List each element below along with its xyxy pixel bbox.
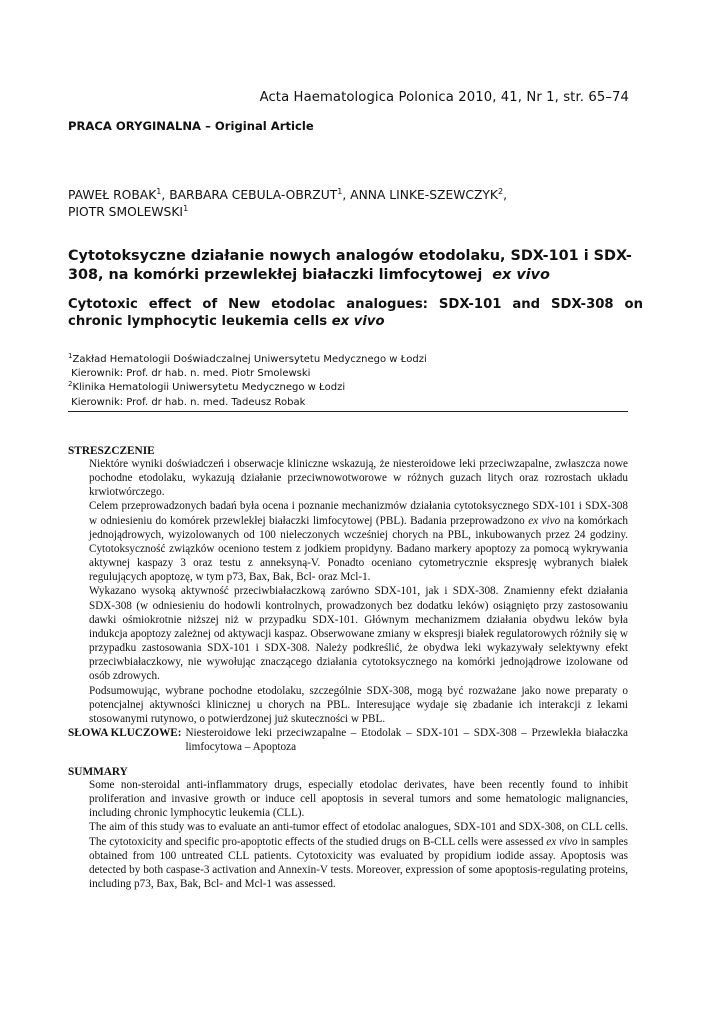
author-affiliation-mark: 1 xyxy=(337,187,343,196)
affiliations xyxy=(68,353,628,410)
summary-paragraph: The aim of this study was to evaluate an anti-tumor effect of etodolac analogues, SDX-101 and SDX-308, on CLL cells. The cytotoxicity and specific pro-apoptotic effects of the studied drugs on B-CLL cells were assessed ex vivo in samples obtained from 100 untreated CLL patients. Cytotoxicity was evaluated by propidium iodide assay. Apoptosis was detected by both caspase-3 activation and Annexin-V tests. Moreover, expression of some apoptosis-regulating proteins, including p73, Bax, Bak, Bcl- and Mcl-1 was assessed. xyxy=(89,821,628,891)
title-english-italic: ex vivo xyxy=(331,314,385,329)
affiliation-text: Zakład Hematologii Doświadczalnej Uniwersytetu Medycznego w Łodzi xyxy=(72,354,427,365)
affiliation-text: Klinika Hematologii Uniwersytetu Medycznego w Łodzi xyxy=(72,382,346,394)
header-divider xyxy=(68,411,628,412)
summary-heading: SUMMARY xyxy=(68,766,128,778)
streszczenie-heading: STRESZCZENIE xyxy=(68,445,155,457)
author-name: PIOTR SMOLEWSKI xyxy=(68,205,184,219)
keywords-row xyxy=(68,726,628,754)
title-english-main: Cytotoxic effect of New etodolac analogues: SDX-101 and SDX-308 on chronic lymphocytic leukemia cells xyxy=(68,297,643,329)
author-name: BARBARA CEBULA-OBRZUT xyxy=(169,188,338,202)
authors-list: PAWEŁ ROBAK$^1$, BARBARA CEBULA-OBRZUT$^1$, ANNA LINKE-SZEWCZYK$^2$, PIOTR SMOLEWSKI$^1$ xyxy=(68,187,508,219)
author-name: PAWEŁ ROBAK xyxy=(68,188,157,202)
keywords-label: SŁOWA KLUCZOWE: xyxy=(68,726,182,739)
summary-section xyxy=(68,766,628,891)
streszczenie-section xyxy=(68,445,628,754)
streszczenie-paragraph: Celem przeprowadzonych badań była ocena i poznanie mechanizmów działania cytotoksycznego SDX-101 i SDX-308 w odniesieniu do komórek przewlekłej białaczki limfocytowej (PBL). Badania przeprowadzono ex vivo na komórkach jednojądrowych, wyizolowanych od 100 nieleczonych wcześniej chorych na PBL, inkubowanych przez 24 godziny. Cytotoksyczność związków oceniono testem z jodkiem propidyny. Badano markery apoptozy za pomocą wykrywania aktywnej kaspazy 3 oraz testu z anneksyną-V. Ponadto oceniano cytometrycznie ekspresję wybranych białek regulujących apoptozę, w tym p73, Bax, Bak, Bcl- oraz Mcl-1. xyxy=(89,500,629,584)
affiliation-line xyxy=(68,396,628,410)
article-type-label: PRACA ORYGINALNA – Original Article xyxy=(68,119,314,133)
author-affiliation-mark: 1 xyxy=(156,187,162,196)
author-name: ANNA LINKE-SZEWCZYK xyxy=(350,188,498,202)
affiliation-line xyxy=(68,353,628,367)
title-english xyxy=(68,296,643,330)
author-affiliation-mark: 1 xyxy=(183,204,189,213)
affiliation-line xyxy=(68,381,628,395)
affiliation-text: Kierownik: Prof. dr hab. n. med. Piotr Smolewski xyxy=(68,368,311,380)
streszczenie-paragraph: Wykazano wysoką aktywność przeciwbiałaczkową zarówno SDX-101, jak i SDX-308. Znamienny efekt działania SDX-308 (w odniesieniu do hodowli kontrolnych, prowadzonych bez dodatku leków) osiągnięto przy zastosowaniu dawki ośmiokrotnie niższej niż w przypadku SDX-101. Głównym mechanizmem działania obydwu leków była indukcja apoptozy zależnej od aktywacji kaspaz. Obserwowane zmiany w ekspresji białek regulatorowych różniły się w przypadku zastosowania SDX-101 i SDX-308. Należy podkreślić, że obydwa leki wykazywały selektywny efekt przeciwbiałaczkowy, nie wywołując znaczącego działania cytotoksycznego na komórki jednojądrowe izolowane od osób zdrowych. xyxy=(89,585,628,683)
affiliation-mark: 2 xyxy=(68,380,73,389)
title-polish-main: Cytotoksyczne działanie nowych analogów etodolaku, SDX-101 i SDX-308, na komórki przewlekłej białaczki limfocytowej xyxy=(68,248,632,283)
affiliation-mark: 1 xyxy=(68,352,73,360)
title-polish-italic: ex vivo xyxy=(492,267,550,283)
journal-reference: Acta Haematologica Polonica 2010, 41, Nr 1, str. 65–74 xyxy=(259,90,629,105)
summary-paragraph: Some non-steroidal anti-inflammatory drugs, especially etodolac derivates, have been recently found to inhibit proliferation and invasive growth or induce cell apoptosis in several tumors and some hematologic malignancies, including chronic lymphocytic leukemia (CLL). xyxy=(89,779,628,820)
author-affiliation-mark: 2 xyxy=(498,187,504,196)
streszczenie-paragraph: Niektóre wyniki doświadczeń i obserwacje kliniczne wskazują, że niesteroidowe leki przeciwzapalne, zwłaszcza nowe pochodne etodolaku, wykazują działanie przeciwnowotworowe w różnych guzach litych oraz rozrostach układu krwiotwórczego. xyxy=(89,458,628,499)
streszczenie-paragraph: Podsumowując, wybrane pochodne etodolaku, szczególnie SDX-308, mogą być rozważane jako nowe preparaty o potencjalnej aktywności klinicznej u chorych na PBL. Interesujące wydaje się zbadanie ich interakcji z lekami stosowanymi rutynowo, o potwierdzonej już skuteczności w PBL. xyxy=(89,684,628,725)
title-polish xyxy=(68,247,643,285)
keywords-text: Niesteroidowe leki przeciwzapalne – Etodolak – SDX-101 – SDX-308 – Przewlekła białaczka limfocytowa – Apoptoza xyxy=(185,726,628,754)
affiliation-line xyxy=(68,367,628,381)
affiliation-text: Kierownik: Prof. dr hab. n. med. Tadeusz Robak xyxy=(68,396,306,408)
